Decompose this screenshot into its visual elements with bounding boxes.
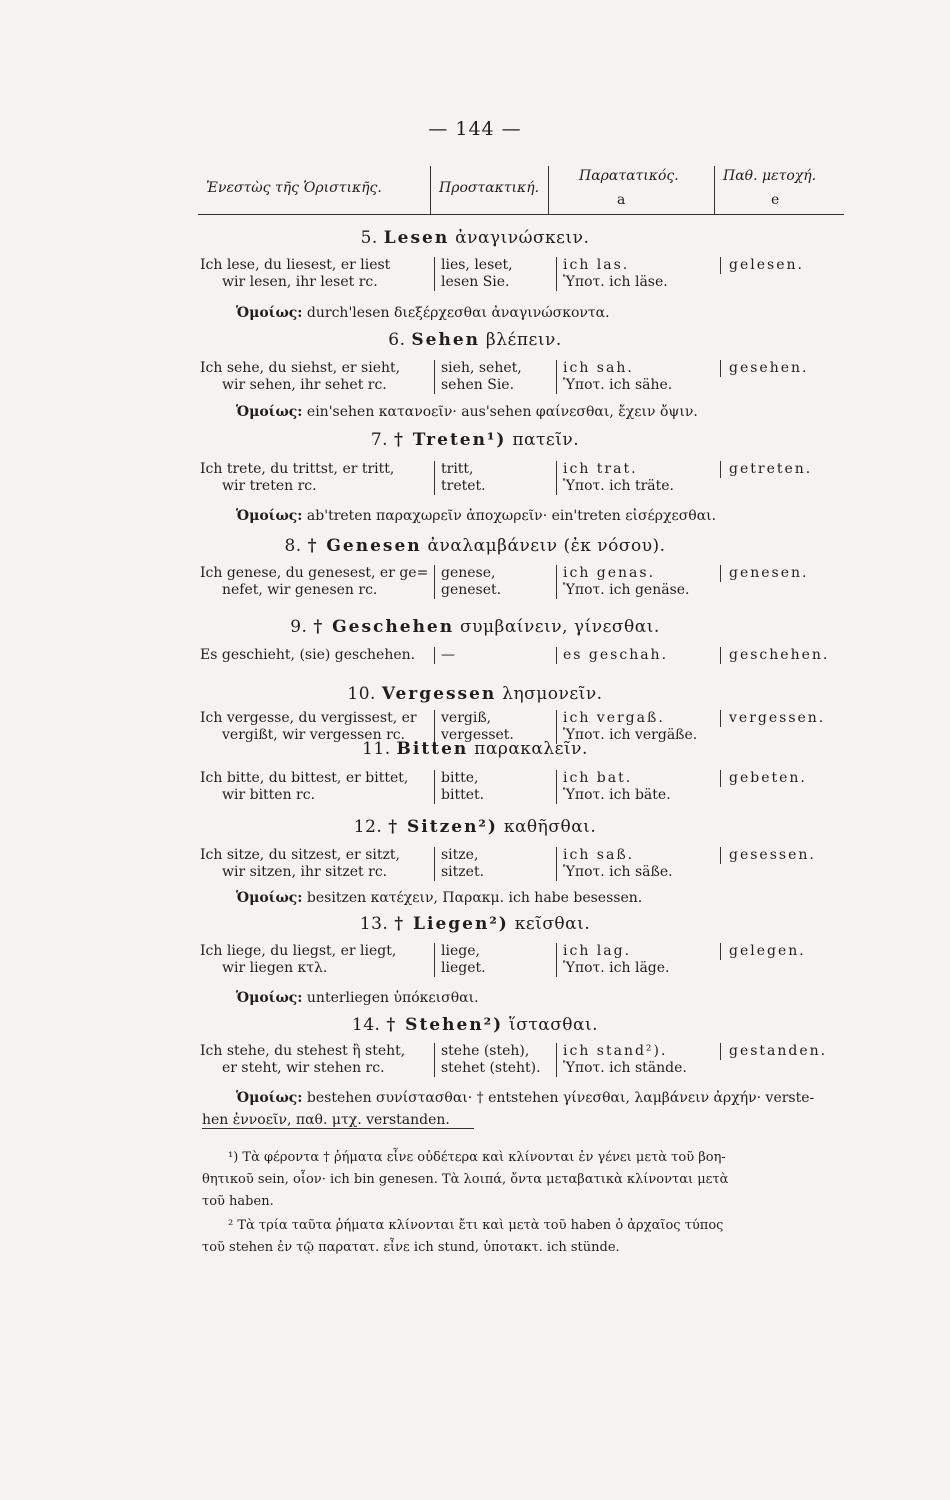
header-imperative bbox=[430, 166, 549, 214]
present-line: wir treten rc. bbox=[222, 478, 317, 494]
past-forms bbox=[556, 1043, 723, 1077]
past-line: Ὑποτ. ich bäte. bbox=[563, 787, 671, 803]
header-past-sub: a bbox=[617, 192, 626, 208]
entry-title bbox=[0, 536, 950, 556]
past-line: Ὑποτ. ich säße. bbox=[563, 864, 673, 880]
present-forms bbox=[200, 257, 434, 291]
present-line: vergißt, wir vergessen rc. bbox=[222, 727, 406, 743]
entry-verb: Lesen bbox=[383, 228, 450, 248]
imperative-line: bitte, bbox=[441, 770, 479, 786]
participle-form: gesehen. bbox=[720, 360, 849, 377]
similar-label: Ὁμοίως: bbox=[236, 305, 303, 321]
entry-title bbox=[0, 617, 950, 637]
past-line: ich trat. bbox=[563, 461, 638, 477]
entry-title bbox=[0, 684, 950, 704]
footnote-line: ¹) Τὰ φέροντα † ῥήματα εἶνε οὐδέτερα καὶ κλίνονται ἐν γένει μετὰ τοῦ βοη- bbox=[228, 1150, 726, 1165]
similar-text: ein'sehen κατανοεῖν· aus'sehen φαίνεσθαι, ἔχειν ὄψιν. bbox=[302, 404, 698, 420]
entry-number: 5. bbox=[360, 228, 384, 248]
entry-number: 11. bbox=[362, 739, 397, 759]
present-line: Ich lese, du liesest, er liest bbox=[200, 257, 391, 273]
imperative-forms bbox=[434, 943, 559, 977]
participle-form: gelegen. bbox=[720, 943, 849, 960]
imperative-line: genese, bbox=[441, 565, 496, 581]
imperative-line: geneset. bbox=[441, 582, 502, 598]
past-forms bbox=[556, 943, 723, 977]
past-forms bbox=[556, 847, 723, 881]
header-participle-label: Παθ. μετοχή. bbox=[723, 168, 817, 184]
entry-greek: παρακαλεῖν. bbox=[468, 739, 588, 759]
past-line: Ὑποτ. ich vergäße. bbox=[563, 727, 698, 743]
entry-number: 8. bbox=[284, 536, 308, 556]
participle-form: vergessen. bbox=[720, 710, 849, 727]
present-line: Ich liege, du liegst, er liegt, bbox=[200, 943, 397, 959]
imperative-forms bbox=[434, 360, 559, 394]
imperative-line: tretet. bbox=[441, 478, 486, 494]
entry-title bbox=[0, 430, 950, 450]
present-forms bbox=[200, 647, 434, 664]
past-line: ich sah. bbox=[563, 360, 634, 376]
entry-title bbox=[0, 817, 950, 837]
similar-text: ab'treten παραχωρεῖν ἀποχωρεῖν· ein'treten εἰσέρχεσθαι. bbox=[302, 508, 717, 524]
present-forms bbox=[200, 461, 434, 495]
participle-form: genesen. bbox=[720, 565, 849, 582]
present-forms bbox=[200, 847, 434, 881]
entry-verb: Vergessen bbox=[381, 684, 497, 704]
present-line: wir liegen κτλ. bbox=[222, 960, 328, 976]
entry-number: 9. bbox=[290, 617, 314, 637]
footnote-line: ² Τὰ τρία ταῦτα ῥήματα κλίνονται ἔτι καὶ μετὰ τοῦ haben ὁ ἀρχαῖος τύπος bbox=[228, 1218, 724, 1233]
participle-form: gelesen. bbox=[720, 257, 849, 274]
imperative-forms bbox=[434, 461, 559, 495]
past-forms bbox=[556, 257, 723, 291]
past-line: Ὑποτ. ich träte. bbox=[563, 478, 674, 494]
imperative-forms bbox=[434, 1043, 559, 1077]
imperative-line: tritt, bbox=[441, 461, 474, 477]
past-line: ich las. bbox=[563, 257, 630, 273]
participle-form: gebeten. bbox=[720, 770, 849, 787]
entry-number: 12. bbox=[353, 817, 389, 837]
imperative-line: lies, leset, bbox=[441, 257, 513, 273]
entry-number: 6. bbox=[388, 330, 412, 350]
participle-form: getreten. bbox=[720, 461, 849, 478]
similar-verbs-continued: hen ἐννοεῖν, παθ. μτχ. verstanden. bbox=[202, 1112, 450, 1128]
past-line: ich bat. bbox=[563, 770, 633, 786]
header-present-indicative bbox=[198, 166, 430, 214]
similar-text: durch'lesen διεξέρχεσθαι ἀναγινώσκοντα. bbox=[302, 305, 610, 321]
footnote-line: τοῦ stehen ἐν τῷ παρατατ. εἶνε ich stund, ὑποτακτ. ich stünde. bbox=[202, 1240, 620, 1255]
imperative-line: stehe (steh), bbox=[441, 1043, 530, 1059]
present-line: Ich genese, du genesest, er ge= bbox=[200, 565, 429, 581]
present-line: Ich sehe, du siehst, er sieht, bbox=[200, 360, 401, 376]
entry-title bbox=[0, 1015, 950, 1035]
past-line: Ὑποτ. ich genäse. bbox=[563, 582, 690, 598]
entry-verb: Bitten bbox=[396, 739, 469, 759]
past-line: ich genas. bbox=[563, 565, 656, 581]
similar-verbs bbox=[236, 1090, 814, 1106]
similar-text: besitzen κατέχειν, Παρακμ. ich habe besessen. bbox=[302, 890, 643, 906]
past-line: Ὑποτ. ich läse. bbox=[563, 274, 668, 290]
page-number: — 144 — bbox=[428, 118, 522, 140]
similar-label: Ὁμοίως: bbox=[236, 508, 303, 524]
entry-verb: † Geschehen bbox=[313, 617, 455, 637]
present-forms bbox=[200, 565, 434, 599]
present-forms bbox=[200, 1043, 434, 1077]
past-line: ich stand²). bbox=[563, 1043, 668, 1059]
similar-verbs bbox=[236, 990, 479, 1006]
table-header bbox=[198, 166, 844, 215]
past-forms bbox=[556, 770, 723, 804]
entry-verb: † Stehen²) bbox=[386, 1015, 504, 1035]
entry-greek: ἀναγινώσκειν. bbox=[449, 228, 590, 248]
participle-form: geschehen. bbox=[720, 647, 849, 664]
present-forms bbox=[200, 943, 434, 977]
similar-text: unterliegen ὑπόκεισθαι. bbox=[302, 990, 479, 1006]
entry-title bbox=[0, 228, 950, 248]
entry-number: 13. bbox=[359, 914, 395, 934]
entry-number: 10. bbox=[347, 684, 382, 704]
present-line: Ich vergesse, du vergissest, er bbox=[200, 710, 417, 726]
header-participle bbox=[714, 166, 845, 214]
similar-label: Ὁμοίως: bbox=[236, 404, 303, 420]
participle-form: gestanden. bbox=[720, 1043, 849, 1060]
entry-number: 7. bbox=[370, 430, 394, 450]
imperative-line: stehet (steht). bbox=[441, 1060, 541, 1076]
footnote-rule bbox=[202, 1128, 474, 1129]
present-line: wir bitten rc. bbox=[222, 787, 316, 803]
present-forms bbox=[200, 770, 434, 804]
entry-verb: † Sitzen²) bbox=[388, 817, 498, 837]
imperative-line: vergesset. bbox=[441, 727, 514, 743]
present-line: wir sehen, ihr sehet rc. bbox=[222, 377, 387, 393]
present-line: er steht, wir stehen rc. bbox=[222, 1060, 385, 1076]
imperative-line: sieh, sehet, bbox=[441, 360, 522, 376]
past-line: Ὑποτ. ich sähe. bbox=[563, 377, 673, 393]
present-line: Ich bitte, du bittest, er bittet, bbox=[200, 770, 409, 786]
imperative-forms bbox=[434, 647, 559, 664]
present-line: Es geschieht, (sie) geschehen. bbox=[200, 647, 416, 663]
entry-greek: λησμονεῖν. bbox=[496, 684, 603, 704]
past-forms bbox=[556, 565, 723, 599]
entry-greek: καθῆσθαι. bbox=[497, 817, 597, 837]
present-line: Ich stehe, du stehest ἢ steht, bbox=[200, 1043, 406, 1059]
entry-verb: † Treten¹) bbox=[393, 430, 507, 450]
imperative-forms bbox=[434, 565, 559, 599]
present-line: Ich trete, du trittst, er tritt, bbox=[200, 461, 395, 477]
past-forms bbox=[556, 647, 723, 664]
header-present-label: Ἐνεστὼς τῆς Ὁριστικῆς. bbox=[206, 180, 382, 196]
similar-verbs bbox=[236, 404, 698, 420]
past-forms bbox=[556, 360, 723, 394]
entry-greek: ἀναλαμβάνειν (ἐκ νόσου). bbox=[421, 536, 666, 556]
imperative-forms bbox=[434, 770, 559, 804]
entry-greek: πατεῖν. bbox=[506, 430, 580, 450]
header-past bbox=[548, 166, 715, 214]
entry-number: 14. bbox=[351, 1015, 387, 1035]
entry-greek: κεῖσθαι. bbox=[508, 914, 591, 934]
imperative-forms bbox=[434, 257, 559, 291]
imperative-line: lesen Sie. bbox=[441, 274, 510, 290]
entry-greek: ἵστασθαι. bbox=[503, 1015, 599, 1035]
present-forms bbox=[200, 360, 434, 394]
past-line: es geschah. bbox=[563, 647, 669, 663]
present-line: wir lesen, ihr leset rc. bbox=[222, 274, 378, 290]
imperative-line: — bbox=[441, 647, 455, 663]
similar-verbs bbox=[236, 305, 610, 321]
header-imperative-label: Προστακτική. bbox=[439, 180, 540, 196]
participle-form: gesessen. bbox=[720, 847, 849, 864]
entry-verb: † Genesen bbox=[307, 536, 422, 556]
present-line: Ich sitze, du sitzest, er sitzt, bbox=[200, 847, 400, 863]
imperative-line: liege, bbox=[441, 943, 480, 959]
imperative-line: sitze, bbox=[441, 847, 479, 863]
entry-greek: βλέπειν. bbox=[480, 330, 562, 350]
imperative-line: vergiß, bbox=[441, 710, 492, 726]
imperative-forms bbox=[434, 847, 559, 881]
similar-label: Ὁμοίως: bbox=[236, 1090, 303, 1106]
past-line: ich vergaß. bbox=[563, 710, 665, 726]
past-line: Ὑποτ. ich läge. bbox=[563, 960, 670, 976]
imperative-line: sitzet. bbox=[441, 864, 485, 880]
footnote-line: τοῦ haben. bbox=[202, 1194, 274, 1209]
similar-label: Ὁμοίως: bbox=[236, 990, 303, 1006]
past-line: ich saß. bbox=[563, 847, 635, 863]
entry-title bbox=[0, 739, 950, 759]
entry-verb: Sehen bbox=[411, 330, 481, 350]
entry-title bbox=[0, 914, 950, 934]
past-line: Ὑποτ. ich stände. bbox=[563, 1060, 687, 1076]
entry-verb: † Liegen²) bbox=[394, 914, 509, 934]
entry-title bbox=[0, 330, 950, 350]
similar-label: Ὁμοίως: bbox=[236, 890, 303, 906]
entry-greek: συμβαίνειν, γίνεσθαι. bbox=[454, 617, 660, 637]
similar-verbs bbox=[236, 508, 716, 524]
past-forms bbox=[556, 461, 723, 495]
similar-text: bestehen συνίστασθαι· † entstehen γίνεσθαι, λαμβάνειν ἀρχήν· verste- bbox=[302, 1090, 815, 1106]
imperative-line: bittet. bbox=[441, 787, 485, 803]
present-line: nefet, wir genesen rc. bbox=[222, 582, 378, 598]
imperative-line: lieget. bbox=[441, 960, 486, 976]
footnote-line: θητικοῦ sein, οἷον· ich bin genesen. Τὰ λοιπά, ὄντα μεταβατικὰ κλίνονται μετὰ bbox=[202, 1172, 729, 1187]
similar-verbs bbox=[236, 890, 642, 906]
header-participle-sub: e bbox=[771, 192, 780, 208]
header-past-label: Παρατατικός. bbox=[579, 168, 679, 184]
imperative-line: sehen Sie. bbox=[441, 377, 515, 393]
present-line: wir sitzen, ihr sitzet rc. bbox=[222, 864, 388, 880]
past-line: ich lag. bbox=[563, 943, 632, 959]
